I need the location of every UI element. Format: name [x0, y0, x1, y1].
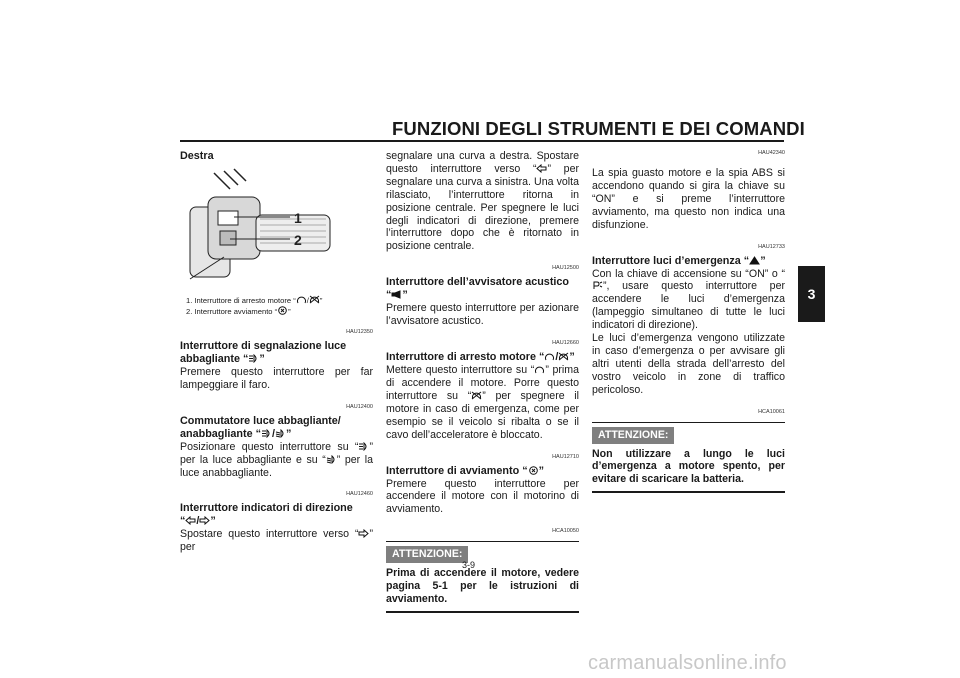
warning-light-text: La spia guasto motore e la spia ABS si accendono quando si gira la chiave su “ON” e si preme l’interruttore avviamento, ma questo non indica una disfunzione. [592, 167, 785, 231]
ref-code: HAU12500 [552, 265, 579, 272]
ref-code: HAU12710 [552, 453, 579, 460]
figure-caption: 1. Interruttore di arresto motore “ / ” 2. Interruttore avviamento “ ” [186, 295, 323, 316]
starter-icon [277, 306, 288, 315]
column-1 [180, 150, 373, 554]
left-arrow-icon [185, 516, 196, 525]
caution-title: ATTENZIONE: [592, 427, 674, 444]
hazard-icon [749, 256, 760, 265]
engine-stop-icon [558, 352, 569, 361]
dimmer-switch-text: Posizionare questo interruttore su “ ” per la luce abbagliante e su “ ” per la luce anabbagliante. [180, 440, 373, 479]
start-switch-text: Premere questo interruttore per accendere il motore con il motorino di avviamento. [386, 477, 579, 516]
ref-code: HCA10061 [758, 408, 785, 415]
engine-run-icon [544, 352, 555, 361]
hazard-usage-text: Le luci d’emergenza vengono utilizzate in caso d’emergenza o per avvisare gli altri utenti della strada dell’arresto del vostro veicolo in zone di traffico pericoloso. [592, 332, 785, 396]
caution-title: ATTENZIONE: [386, 546, 468, 563]
passing-switch-text: Premere questo interruttore per far lampeggiare il faro. [180, 365, 373, 391]
hazard-switch-text: Con la chiave di accensione su “ON” o “”, usare questo interruttore per accendere le luci d’emergenza (lampeggio simultaneo di tutte le luci indicatori di direzione). [592, 267, 785, 332]
turn-signal-text-cont: segnalare una curva a destra. Spostare questo interruttore verso “ ” per segnalare una curva a sinistra. Una volta rilasciato, l’interruttore ritorna in posizione centrale. Per spegnere le luci degli indicatori di direzione, premere l’interruttore dopo che è ritornato in posizione centrale. [386, 150, 579, 253]
passing-switch-heading: Interruttore di segnalazione luce abbagliante “ ” [180, 339, 347, 365]
column-3 [592, 150, 785, 493]
start-switch-heading: Interruttore di avviamento “ ” [386, 464, 544, 477]
ref-code: HAU12660 [552, 340, 579, 347]
watermark: carmanualsonline.info [588, 652, 787, 674]
high-beam-icon [358, 442, 369, 451]
engine-stop-text: Mettere questo interruttore su “ ” prima di accendere il motore. Porre questo interruttore su “ ” per spegnere il motore in caso di emergenza, come per esempio se il veicolo si ribalta o se il cavo dell’acceleratore è bloccato. [386, 364, 579, 441]
ref-code: HAU12350 [346, 328, 373, 335]
low-beam-icon [326, 455, 337, 464]
engine-stop-icon [309, 295, 320, 304]
horn-switch-text: Premere questo interruttore per azionare l’avvisatore acustico. [386, 302, 579, 328]
turn-signal-text: Spostare questo interruttore verso “ ” per [180, 528, 373, 554]
engine-run-icon [534, 365, 545, 374]
caution-text: Prima di accendere il motore, vedere pagina 5-1 per le istruzioni di avviamento. [386, 567, 579, 613]
ref-code: HCA10050 [552, 528, 579, 535]
horn-switch-heading: Interruttore dell’avvisatore acustico “ ” [386, 276, 570, 302]
engine-stop-icon [471, 391, 482, 400]
left-arrow-icon [536, 164, 547, 173]
parking-icon [592, 281, 603, 290]
header-rule [180, 140, 784, 142]
page-number: 3-9 [462, 560, 476, 570]
low-beam-icon [275, 429, 286, 438]
handlebar-switch-illustration [184, 167, 336, 285]
section-destra-heading: Destra [180, 150, 214, 162]
engine-run-icon [296, 295, 307, 304]
ref-code: HAU42340 [758, 150, 785, 156]
page-header: FUNZIONI DEGLI STRUMENTI E DEI COMANDI [392, 118, 805, 139]
chapter-tab: 3 [798, 266, 825, 322]
ref-code: HAU12460 [346, 491, 373, 498]
figure-label-2: 2 [294, 232, 302, 248]
starter-icon [528, 466, 539, 475]
dimmer-switch-heading: Commutatore luce abbagliante/ anabbagliante “ / ” [180, 414, 341, 440]
caution-text: Non utilizzare a lungo le luci d’emergenza a motore spento, per evitare di scaricare la batteria. [592, 448, 785, 494]
turn-signal-heading: Interruttore indicatori di direzione “ / ” [180, 502, 353, 528]
figure-label-1: 1 [294, 210, 302, 226]
ref-code: HAU12400 [346, 403, 373, 410]
hazard-switch-heading: Interruttore luci d’emergenza “ ” [592, 254, 766, 267]
right-arrow-icon [199, 516, 210, 525]
right-arrow-icon [358, 529, 369, 538]
high-beam-icon [261, 429, 272, 438]
column-2 [386, 150, 579, 613]
caution-box [592, 422, 785, 494]
high-beam-icon [248, 354, 259, 363]
caution-box [386, 541, 579, 613]
ref-code: HAU12733 [758, 243, 785, 250]
engine-stop-heading: Interruttore di arresto motore “ / ” [386, 351, 575, 364]
horn-icon [391, 290, 402, 299]
